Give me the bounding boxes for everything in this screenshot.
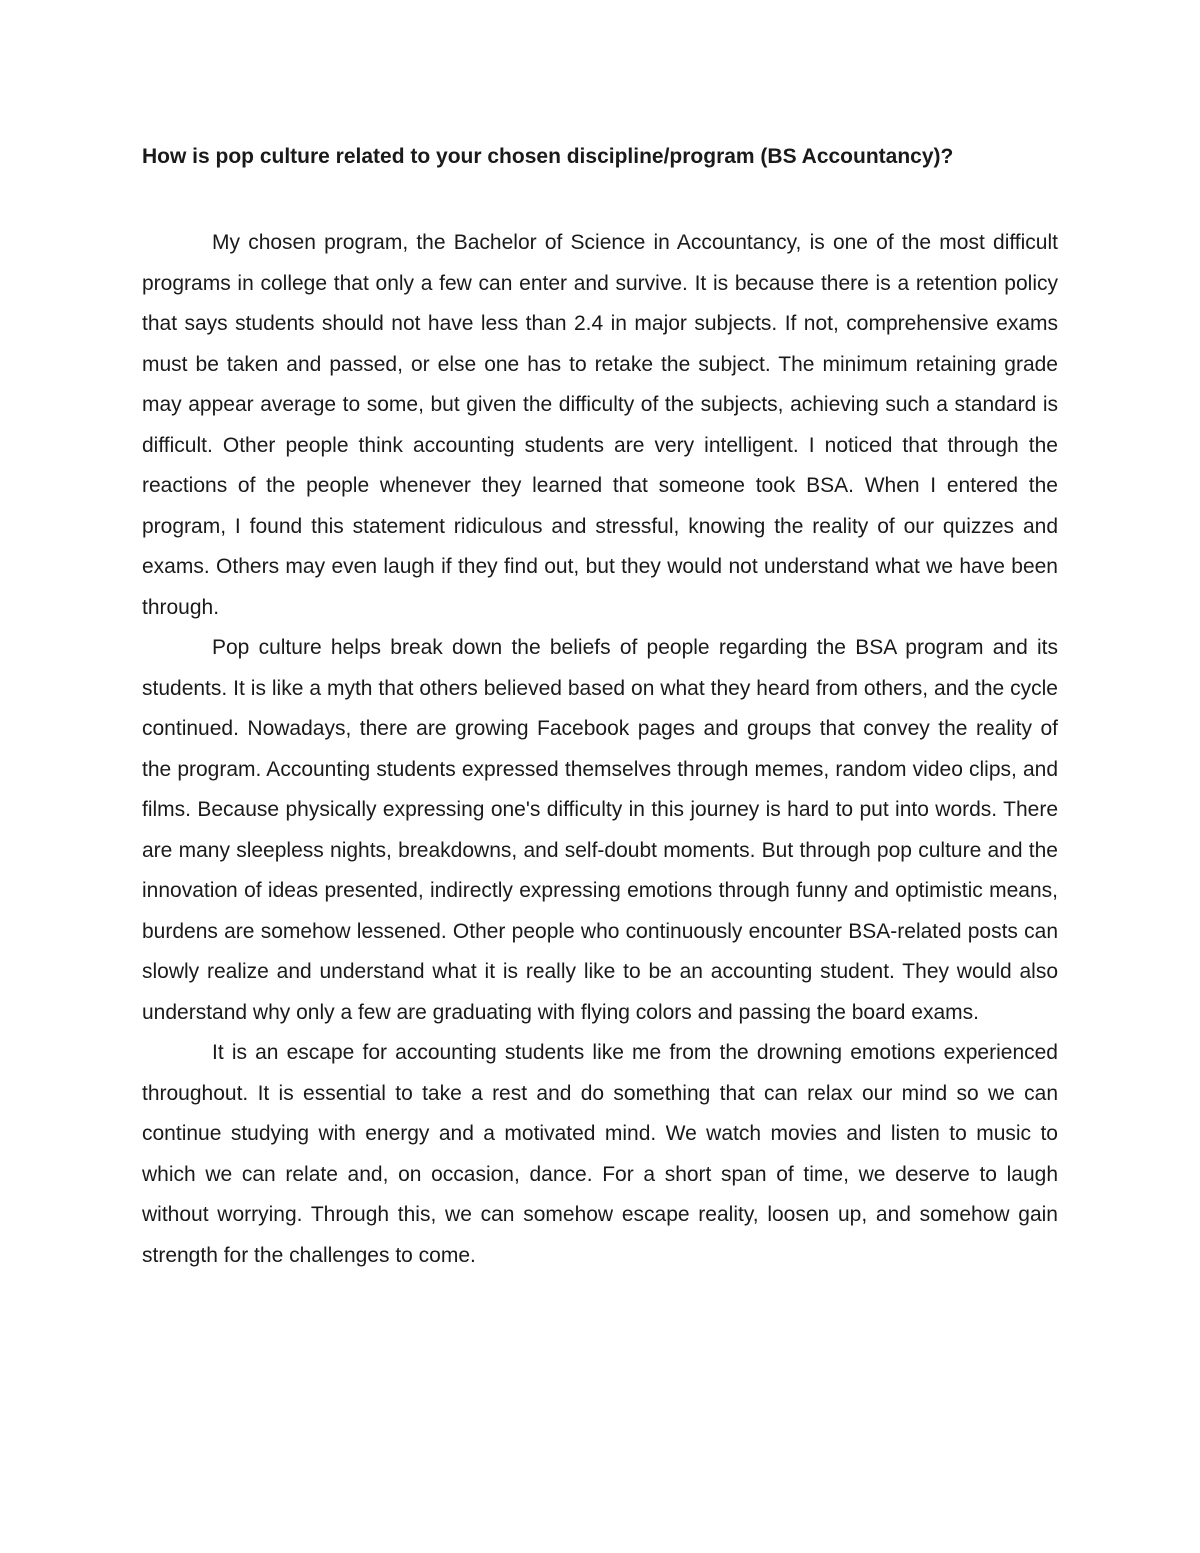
- question-heading: How is pop culture related to your chosen discipline/program (BS Accountancy)?: [142, 145, 954, 168]
- document-body: [142, 141, 1058, 1276]
- paragraph-3: It is an escape for accounting students like me from the drowning emotions experienced throughout. It is essential to take a rest and do something that can relax our mind so we can continue studying with energy and a motivated mind. We watch movies and listen to music to which we can relate and, on occasion, dance. For a short span of time, we deserve to laugh without worrying. Through this, we can somehow escape reality, loosen up, and somehow gain strength for the challenges to come.: [142, 1041, 1058, 1267]
- paragraph-1: My chosen program, the Bachelor of Science in Accountancy, is one of the most difficult programs in college that only a few can enter and survive. It is because there is a retention policy that says students should not have less than 2.4 in major subjects. If not, comprehensive exams must be taken and passed, or else one has to retake the subject. The minimum retaining grade may appear average to some, but given the difficulty of the subjects, achieving such a standard is difficult. Other people think accounting students are very intelligent. I noticed that through the reactions of the people whenever they learned that someone took BSA. When I entered the program, I found this statement ridiculous and stressful, knowing the reality of our quizzes and exams. Others may even laugh if they find out, but they would not understand what we have been through.: [142, 231, 1058, 619]
- paragraph-2: Pop culture helps break down the beliefs of people regarding the BSA program and its students. It is like a myth that others believed based on what they heard from others, and the cycle continued. Nowadays, there are growing Facebook pages and groups that convey the reality of the program. Accounting students expressed themselves through memes, random video clips, and films. Because physically expressing one's difficulty in this journey is hard to put into words. There are many sleepless nights, breakdowns, and self-doubt moments. But through pop culture and the innovation of ideas presented, indirectly expressing emotions through funny and optimistic means, burdens are somehow lessened. Other people who continuously encounter BSA-related posts can slowly realize and understand what it is really like to be an accounting student. They would also understand why only a few are graduating with flying colors and passing the board exams.: [142, 636, 1058, 1024]
